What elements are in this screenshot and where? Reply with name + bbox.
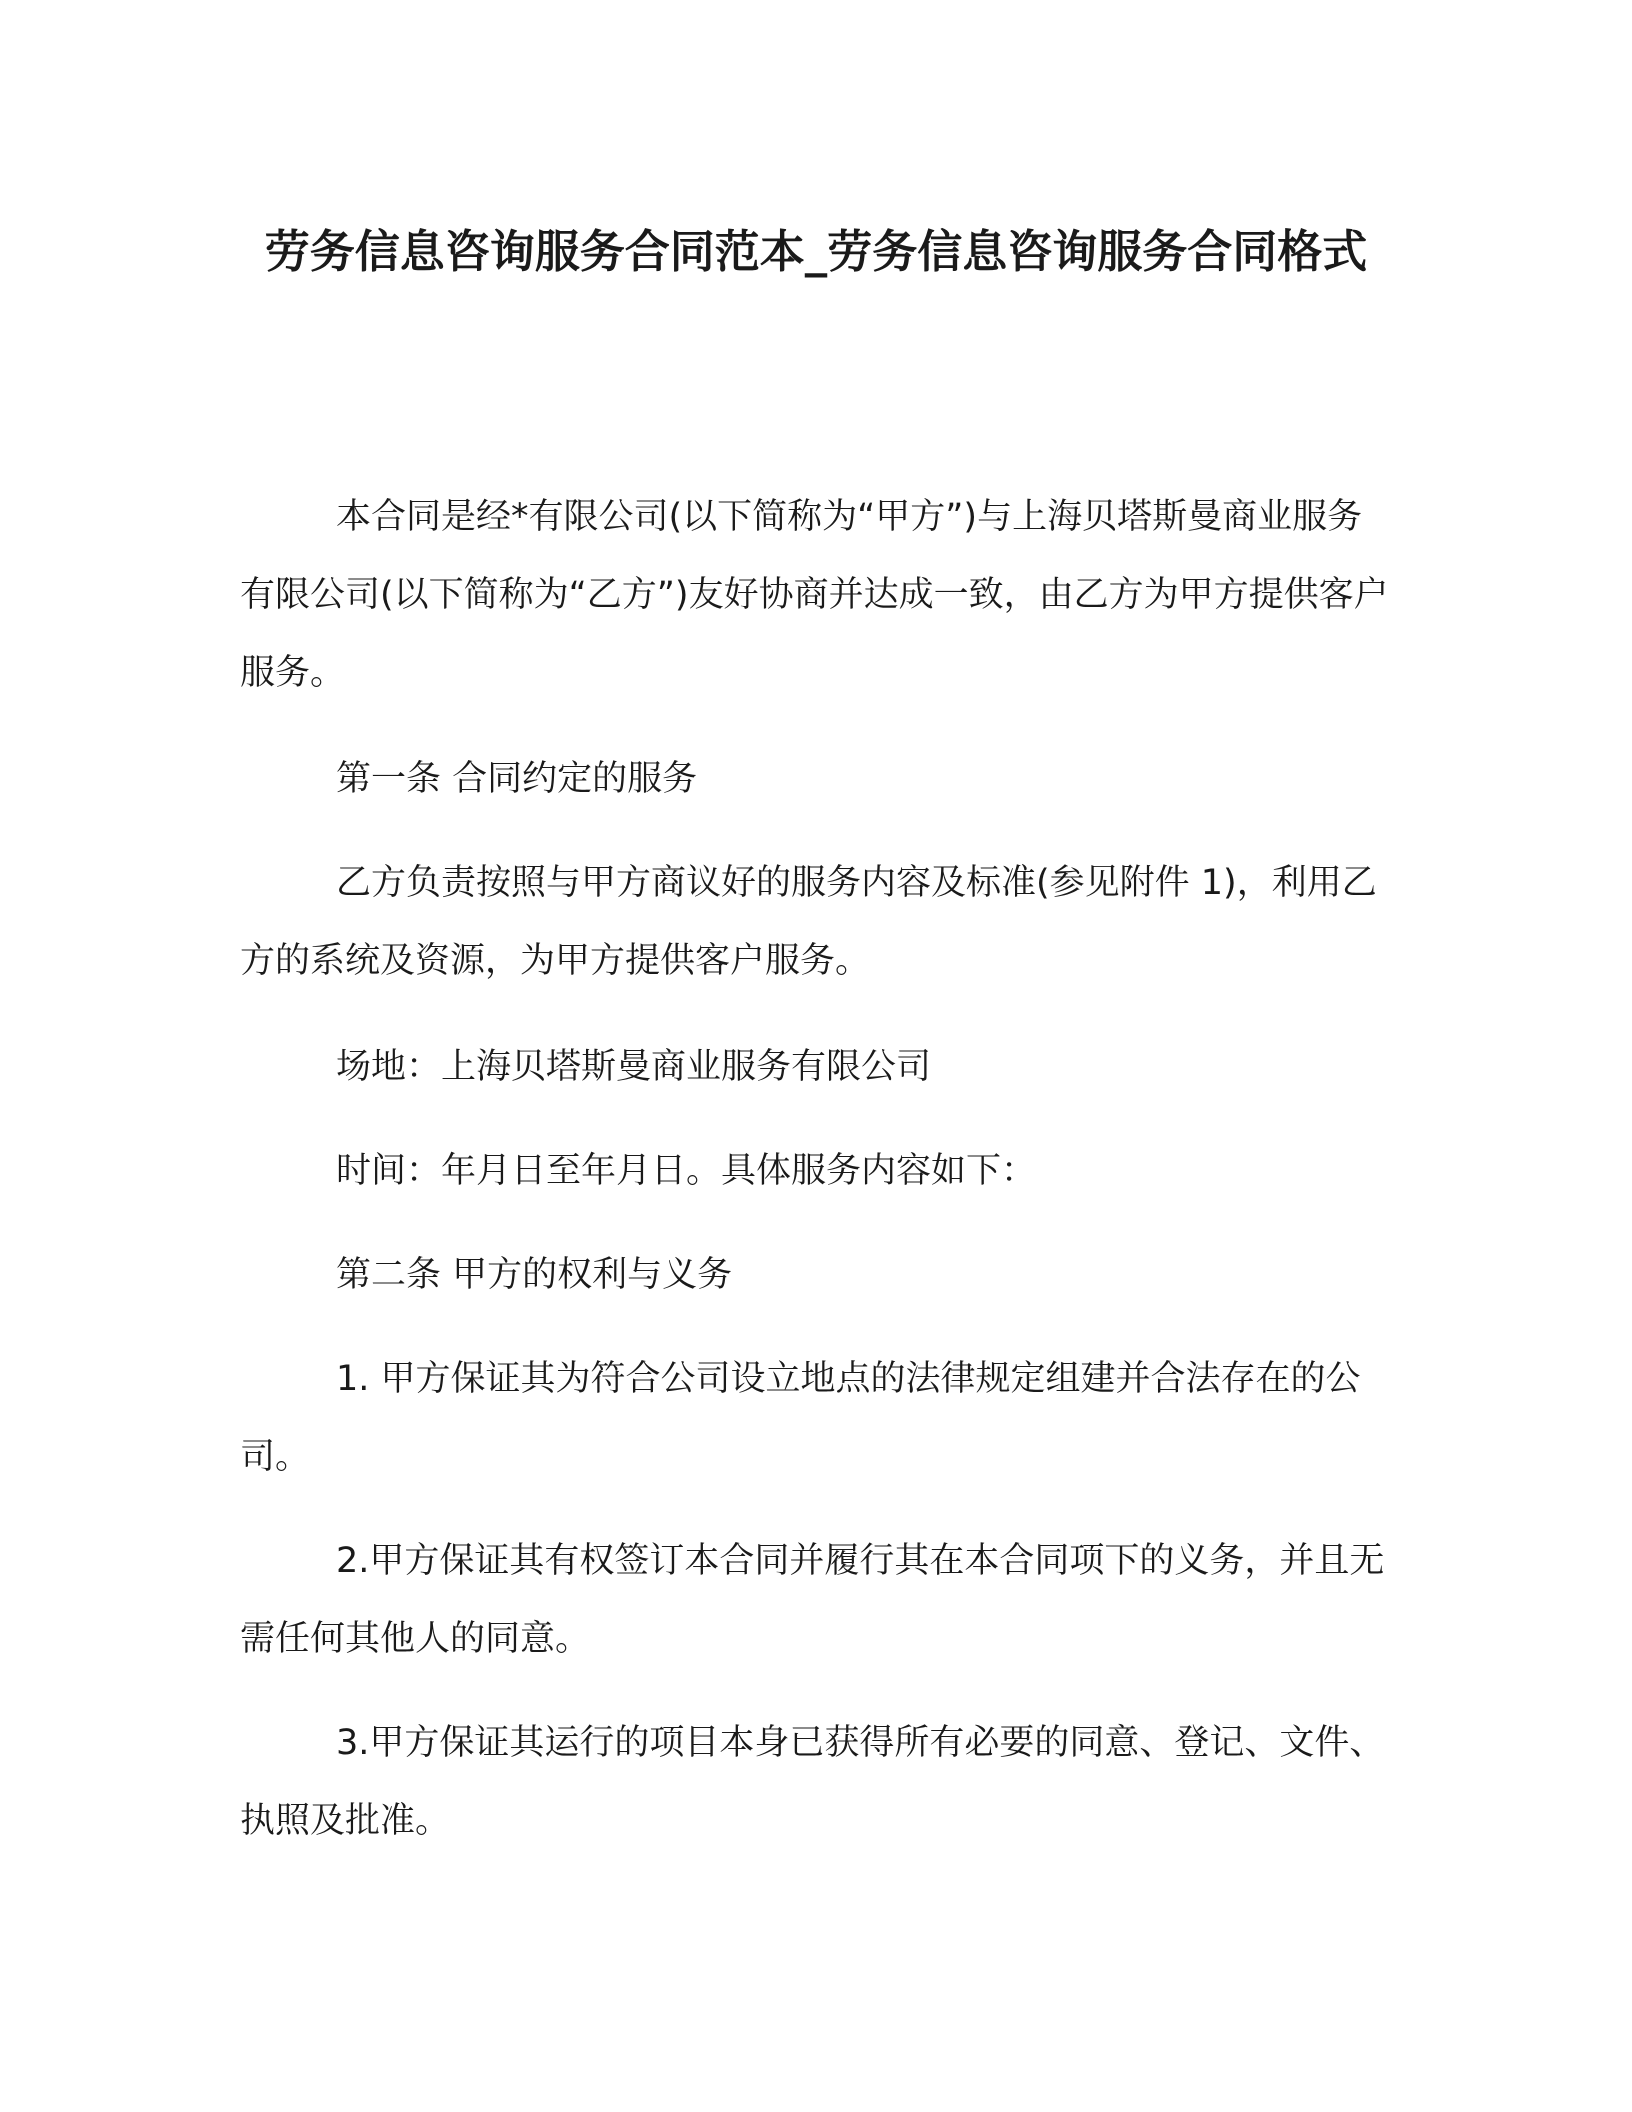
section-heading-article-1: 第一条 合同约定的服务 [336, 759, 698, 799]
paragraph-intro: 本合同是经*有限公司(以下简称为“甲方”)与上海贝塔斯曼商业服务有限公司(以下简称为“乙方”)友好协商并达成一致，由乙方为甲方提供客户服务。 [240, 497, 1389, 693]
document-title: 劳务信息咨询服务合同范本_劳务信息咨询服务合同格式 [264, 225, 1368, 278]
paragraph-clause-2: 2.甲方保证其有权签订本合同并履行其在本合同项下的义务，并且无需任何其他人的同意。 [240, 1541, 1385, 1659]
paragraph-clause-3: 3.甲方保证其运行的项目本身已获得所有必要的同意、登记、文件、执照及批准。 [240, 1723, 1385, 1841]
paragraph-venue: 场地：上海贝塔斯曼商业服务有限公司 [336, 1047, 932, 1087]
paragraph-time: 时间：年月日至年月日。具体服务内容如下： [336, 1151, 1037, 1191]
paragraph-clause-1: 1. 甲方保证其为符合公司设立地点的法律规定组建并合法存在的公司。 [240, 1359, 1361, 1477]
paragraph-article-1-body: 乙方负责按照与甲方商议好的服务内容及标准(参见附件 1)，利用乙方的系统及资源，为甲方提供客户服务。 [240, 863, 1377, 981]
section-heading-article-2: 第二条 甲方的权利与义务 [336, 1255, 733, 1295]
